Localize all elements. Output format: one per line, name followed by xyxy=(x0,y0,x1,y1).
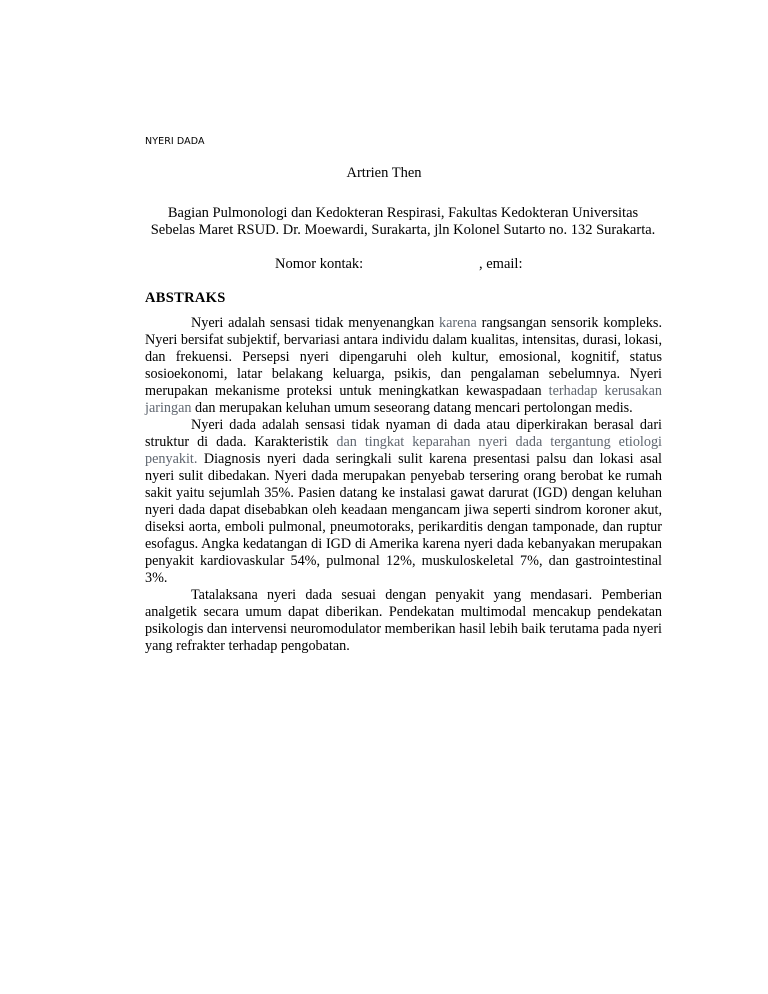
p1-text-a: Nyeri adalah sensasi tidak menyenangkan xyxy=(191,315,440,331)
p1-text-e: dan merupakan keluhan umum seseorang datang mencari pertolongan medis. xyxy=(191,400,633,416)
email-label: , email: xyxy=(479,256,523,272)
abstract-body xyxy=(145,315,662,655)
abstract-paragraph-1 xyxy=(145,315,662,417)
author-name: Artrien Then xyxy=(346,165,422,181)
abstract-paragraph-3: Tatalaksana nyeri dada sesuai dengan penyakit yang mendasari. Pemberian analgetik secara umum dapat diberikan. Pendekatan multimodal mencakup pendekatan psikologis dan intervensi neuromodulator memberikan hasil lebih baik terutama pada nyeri yang refrakter terhadap pengobatan. xyxy=(145,587,662,654)
abstract-heading: ABSTRAKS xyxy=(145,290,226,306)
p1-highlight-kerusakan: terhadap kerusakan jaringan xyxy=(145,383,662,416)
p2-text-c: Diagnosis nyeri dada seringkali sulit karena presentasi palsu dan lokasi asal nyeri sulit dibedakan. Nyeri dada merupakan penyebab tersering orang berobat ke rumah sakit yaitu sejumlah 35%. Pasien datang ke instalasi gawat darurat (IGD) dengan keluhan nyeri dada dapat disebabkan oleh keadaan mengancam jiwa seperti sindrom koroner akut, diseksi aorta, emboli pulmonal, pneumotoraks, perikarditis dengan tamponade, dan ruptur esofagus. Angka kedatangan di IGD di Amerika karena nyeri dada kebanyakan merupakan penyakit kardiovaskular 54%, pulmonal 12%, muskuloskeletal 7%, dan gastrointestinal 3%. xyxy=(145,451,662,586)
abstract-paragraph-2 xyxy=(145,417,662,587)
running-head: NYERI DADA xyxy=(145,136,205,147)
phone-label: Nomor kontak: xyxy=(275,256,364,272)
p2-text-a: Nyeri dada adalah sensasi tidak nyaman di dada atau diperkirakan berasal dari struktur di dada. Karakteristik xyxy=(145,417,662,450)
author-affiliation: Bagian Pulmonologi dan Kedokteran Respirasi, Fakultas Kedokteran Universitas Sebelas Maret RSUD. Dr. Moewardi, Surakarta, jln Kolonel Sutarto no. 132 Surakarta. xyxy=(150,205,656,238)
p1-highlight-karena: karena xyxy=(439,315,477,331)
p2-highlight-etiologi: dan tingkat keparahan nyeri dada tergantung etiologi penyakit. xyxy=(145,434,662,467)
p1-text-c: rangsangan sensorik kompleks. Nyeri bersifat subjektif, bervariasi antara individu dalam kualitas, intensitas, durasi, lokasi, dan frekuensi. Persepsi nyeri dipengaruhi oleh kultur, emosional, kognitif, status sosioekonomi, latar belakang keluarga, psikis, dan pengalaman sebelumnya. Nyeri merupakan mekanisme proteksi untuk meningkatkan kewaspadaan xyxy=(145,315,662,399)
